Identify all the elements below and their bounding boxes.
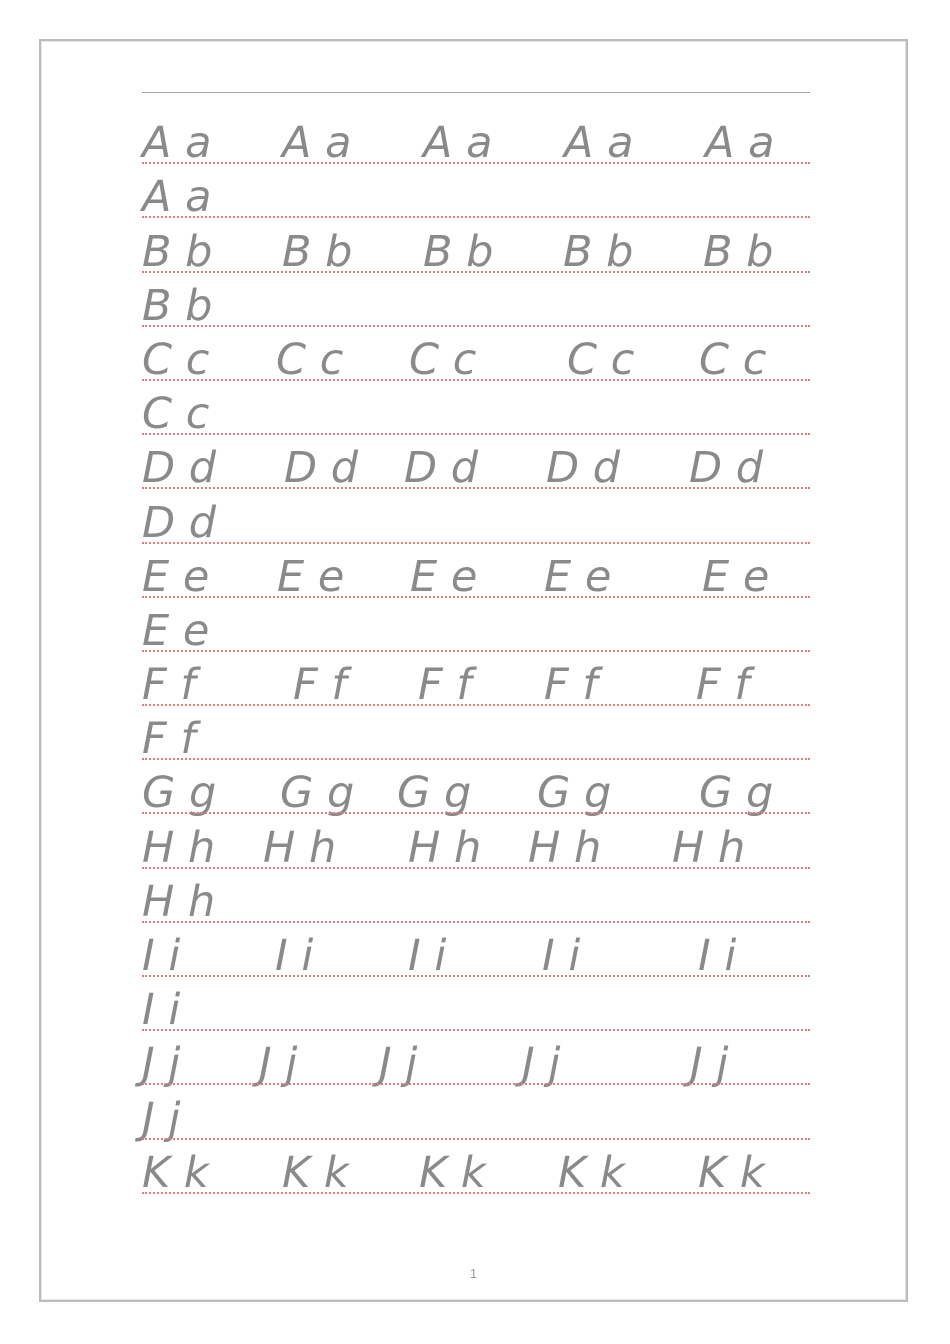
letter-pair: D d (142, 497, 217, 548)
letter-pair: B b (142, 226, 213, 277)
letter-pair: E e (702, 551, 770, 602)
letter-pair: C c (409, 334, 477, 385)
letter-pair: I i (698, 931, 737, 981)
practice-row (142, 977, 810, 1036)
letter-pair: J j (142, 1093, 181, 1144)
letter-pair: A a (705, 118, 775, 169)
letter-pair: B b (703, 226, 774, 277)
letter-pair: E e (277, 551, 345, 602)
letter-pair: F f (142, 660, 196, 711)
letter-pair: B b (282, 226, 353, 277)
letter-pair: A a (282, 118, 352, 169)
practice-row (142, 164, 810, 223)
letter-pair: H h (263, 822, 337, 873)
letter-pair: D d (546, 443, 621, 494)
letter-pair: B b (423, 226, 494, 277)
letter-pair: H h (142, 822, 216, 873)
practice-row (142, 652, 810, 711)
letter-pair: J j (259, 1039, 298, 1090)
letter-pair: F f (142, 714, 196, 765)
practice-row (142, 1031, 810, 1090)
letter-pair: E e (142, 605, 210, 656)
letter-pair: A a (142, 172, 212, 223)
practice-row (142, 869, 810, 927)
practice-row (142, 327, 810, 385)
letter-pair: K k (282, 1147, 349, 1198)
letter-pair: D d (142, 443, 217, 494)
letter-pair: E e (410, 551, 478, 602)
letter-pair: A a (142, 118, 212, 169)
letter-pair: K k (698, 1147, 765, 1198)
letter-pair: B b (142, 280, 213, 331)
letter-pair: E e (544, 551, 612, 602)
practice-row (142, 923, 810, 981)
letter-pair: I i (542, 931, 581, 981)
letter-pair: J j (690, 1039, 729, 1090)
practice-row (142, 598, 810, 656)
practice-row (142, 1085, 810, 1144)
letter-pair: C c (567, 334, 635, 385)
document-page (39, 39, 908, 1302)
letter-pair: J j (379, 1039, 418, 1090)
practice-row (142, 706, 810, 765)
letter-pair: F f (696, 660, 750, 711)
practice-row (142, 110, 810, 169)
letter-pair: K k (558, 1147, 625, 1198)
letter-pair: I i (275, 931, 314, 981)
letter-pair: C c (142, 334, 210, 385)
letter-pair: K k (419, 1147, 486, 1198)
practice-row (142, 435, 810, 494)
letter-pair: G g (699, 768, 774, 819)
letter-pair: D d (404, 443, 479, 494)
letter-pair: C c (699, 334, 767, 385)
letter-pair: H h (528, 822, 602, 873)
letter-pair: G g (537, 768, 612, 819)
letter-pair: A a (564, 118, 634, 169)
letter-pair: J j (522, 1039, 561, 1090)
letter-practice-area (142, 110, 810, 1198)
letter-pair: D d (284, 443, 359, 494)
practice-row (142, 218, 810, 277)
letter-pair: I i (408, 931, 447, 981)
letter-pair: I i (142, 931, 181, 981)
letter-pair: H h (142, 876, 216, 927)
letter-pair: J j (142, 1039, 181, 1090)
letter-pair: A a (423, 118, 493, 169)
letter-pair: H h (672, 822, 746, 873)
letter-pair: C c (276, 334, 344, 385)
practice-row (142, 760, 810, 819)
practice-row (142, 814, 810, 873)
letter-pair: F f (418, 660, 472, 711)
letter-pair: F f (544, 660, 598, 711)
letter-pair: E e (142, 551, 210, 602)
letter-pair: F f (293, 660, 347, 711)
practice-row (142, 273, 810, 331)
header-rule (142, 92, 810, 93)
practice-row (142, 489, 810, 548)
letter-pair: G g (397, 768, 472, 819)
letter-pair: C c (142, 389, 210, 440)
practice-row (142, 381, 810, 440)
practice-row (142, 1140, 810, 1198)
letter-pair: G g (142, 768, 217, 819)
letter-pair: D d (689, 443, 764, 494)
page-number: 1 (469, 1266, 478, 1281)
letter-pair: H h (408, 822, 482, 873)
practice-row (142, 544, 810, 602)
letter-pair: K k (142, 1147, 209, 1198)
letter-pair: B b (563, 226, 634, 277)
letter-pair: I i (142, 985, 181, 1036)
letter-pair: G g (280, 768, 355, 819)
